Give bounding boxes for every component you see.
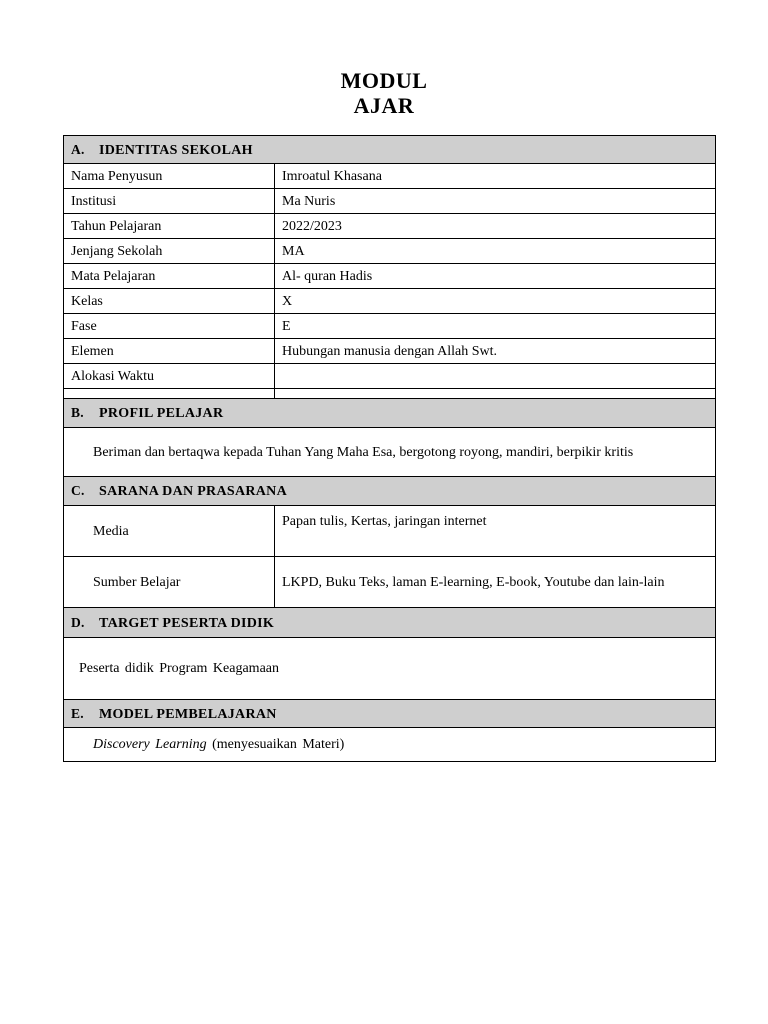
table-row — [64, 638, 716, 700]
title-line-2: AJAR — [353, 93, 415, 118]
section-e-header-row — [64, 700, 716, 728]
table-row — [64, 506, 716, 557]
section-b-header-row — [64, 399, 716, 428]
row-value-tahun-pelajaran: 2022/2023 — [275, 214, 716, 239]
section-d-header — [64, 608, 716, 638]
section-c-number: C. — [71, 483, 85, 498]
table-row — [64, 428, 716, 477]
section-a-number: A. — [71, 141, 85, 157]
row-label-sumber-belajar: Sumber Belajar — [64, 557, 275, 608]
row-label-alokasi-waktu: Alokasi Waktu — [64, 364, 275, 389]
section-a-heading: IDENTITAS SEKOLAH — [99, 142, 253, 158]
row-label-institusi: Institusi — [64, 189, 275, 214]
table-row — [64, 364, 716, 389]
row-label-jenjang-sekolah: Jenjang Sekolah — [64, 239, 275, 264]
row-value-alokasi-waktu — [275, 364, 716, 389]
section-c-header-row — [64, 477, 716, 506]
row-value-fase: E — [275, 314, 716, 339]
section-b-header — [64, 399, 716, 428]
section-d-heading: TARGET PESERTA DIDIK — [99, 615, 275, 631]
row-label-nama-penyusun: Nama Penyusun — [64, 164, 275, 189]
row-label-media: Media — [64, 506, 275, 557]
row-value-elemen: Hubungan manusia dengan Allah Swt. — [275, 339, 716, 364]
table-row — [64, 557, 716, 608]
row-value-media: Papan tulis, Kertas, jaringan internet — [275, 506, 716, 557]
model-pembelajaran-rest: (menyesuaikan Materi) — [206, 737, 345, 752]
row-value-kelas: X — [275, 289, 716, 314]
section-e-header — [64, 700, 716, 728]
spacer-row — [64, 389, 716, 399]
table-row — [64, 189, 716, 214]
module-table — [63, 135, 716, 762]
spacer-cell — [64, 389, 275, 399]
table-row — [64, 289, 716, 314]
target-peserta-text: Peserta didik Program Keagamaan — [64, 638, 716, 700]
row-label-kelas: Kelas — [64, 289, 275, 314]
title-line-1: MODUL — [340, 68, 428, 93]
row-value-sumber-belajar: LKPD, Buku Teks, laman E-learning, E-book, Youtube dan lain-lain — [275, 557, 716, 608]
row-value-nama-penyusun: Imroatul Khasana — [275, 164, 716, 189]
section-e-heading: MODEL PEMBELAJARAN — [99, 706, 277, 722]
row-value-mata-pelajaran: Al- quran Hadis — [275, 264, 716, 289]
section-e-number: E. — [71, 705, 84, 721]
section-c-header — [64, 477, 716, 506]
section-b-heading: PROFIL PELAJAR — [99, 406, 224, 421]
section-c-heading: SARANA DAN PRASARANA — [99, 484, 288, 499]
model-pembelajaran-cell — [64, 728, 716, 762]
section-b-number: B. — [71, 405, 84, 420]
row-label-elemen: Elemen — [64, 339, 275, 364]
table-row — [64, 164, 716, 189]
table-row — [64, 239, 716, 264]
section-a-header — [64, 136, 716, 164]
table-row — [64, 314, 716, 339]
spacer-cell — [275, 389, 716, 399]
table-row — [64, 264, 716, 289]
row-label-mata-pelajaran: Mata Pelajaran — [64, 264, 275, 289]
document-title — [0, 68, 768, 118]
row-label-fase: Fase — [64, 314, 275, 339]
section-d-header-row — [64, 608, 716, 638]
row-label-tahun-pelajaran: Tahun Pelajaran — [64, 214, 275, 239]
table-row — [64, 214, 716, 239]
model-pembelajaran-italic: Discovery Learning — [93, 737, 207, 752]
row-value-jenjang-sekolah: MA — [275, 239, 716, 264]
profil-pelajar-text: Beriman dan bertaqwa kepada Tuhan Yang Maha Esa, bergotong royong, mandiri, berpikir kritis — [64, 428, 716, 477]
section-d-number: D. — [71, 614, 85, 630]
table-row — [64, 728, 716, 762]
section-a-header-row — [64, 136, 716, 164]
table-row — [64, 339, 716, 364]
row-value-institusi: Ma Nuris — [275, 189, 716, 214]
